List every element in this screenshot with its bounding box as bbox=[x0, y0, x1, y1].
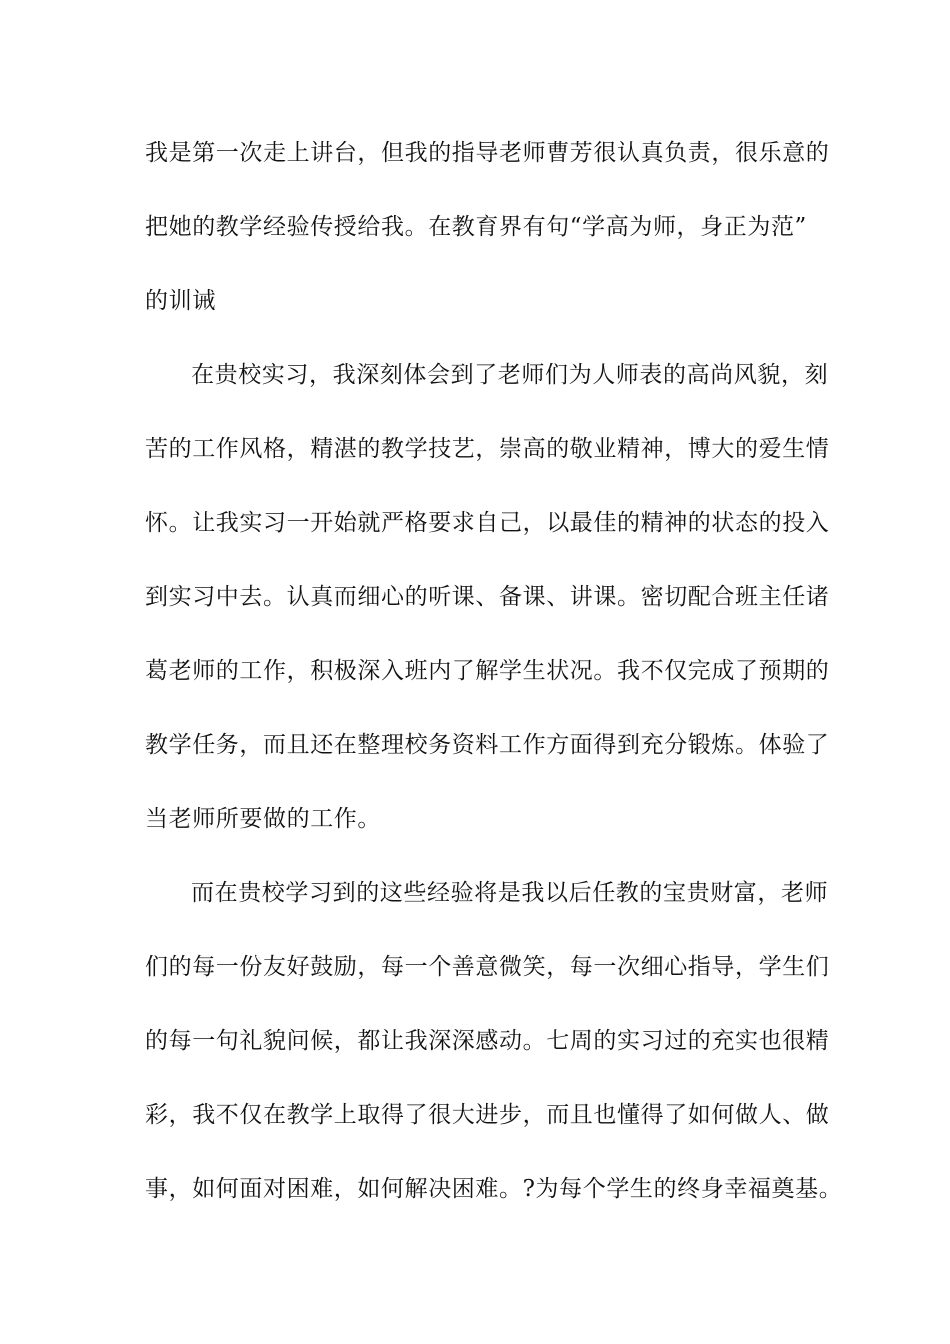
text-line: 当老师所要做的工作。 bbox=[145, 806, 381, 832]
text-line: 葛老师的工作，积极深入班内了解学生状况。我不仅完成了预期的 bbox=[145, 658, 830, 684]
text-line: 而在贵校学习到的这些经验将是我以后任教的宝贵财富，老师 bbox=[191, 880, 829, 906]
paragraph-3 bbox=[145, 870, 843, 1240]
paragraph-1 bbox=[145, 130, 830, 352]
text-line: 到实习中去。认真而细心的听课、备课、讲课。密切配合班主任诸 bbox=[145, 584, 830, 610]
text-line: 把她的教学经验传授给我。在教育界有句“学高为师，身正为范” bbox=[145, 214, 807, 240]
text-line: 在贵校实习，我深刻体会到了老师们为人师表的高尚风貌，刻 bbox=[191, 362, 829, 388]
text-line: 事，如何面对困难，如何解决困难。?为每个学生的终身幸福奠基。 bbox=[145, 1176, 843, 1202]
text-line: 怀。让我实习一开始就严格要求自己，以最佳的精神的状态的投入 bbox=[145, 510, 830, 536]
text-line: 的每一句礼貌问候，都让我深深感动。七周的实习过的充实也很精 bbox=[145, 1028, 830, 1054]
text-line: 彩，我不仅在教学上取得了很大进步，而且也懂得了如何做人、做 bbox=[145, 1102, 830, 1128]
text-line: 我是第一次走上讲台，但我的指导老师曹芳很认真负责，很乐意的 bbox=[145, 140, 830, 166]
text-line: 苦的工作风格，精湛的教学技艺，崇高的敬业精神，博大的爱生情 bbox=[145, 436, 830, 462]
text-line: 教学任务，而且还在整理校务资料工作方面得到充分锻炼。体验了 bbox=[145, 732, 830, 758]
text-line: 们的每一份友好鼓励，每一个善意微笑，每一次细心指导，学生们 bbox=[145, 954, 830, 980]
document-body bbox=[145, 130, 843, 1240]
paragraph-2 bbox=[145, 352, 830, 870]
text-line: 的训诫 bbox=[145, 288, 216, 314]
